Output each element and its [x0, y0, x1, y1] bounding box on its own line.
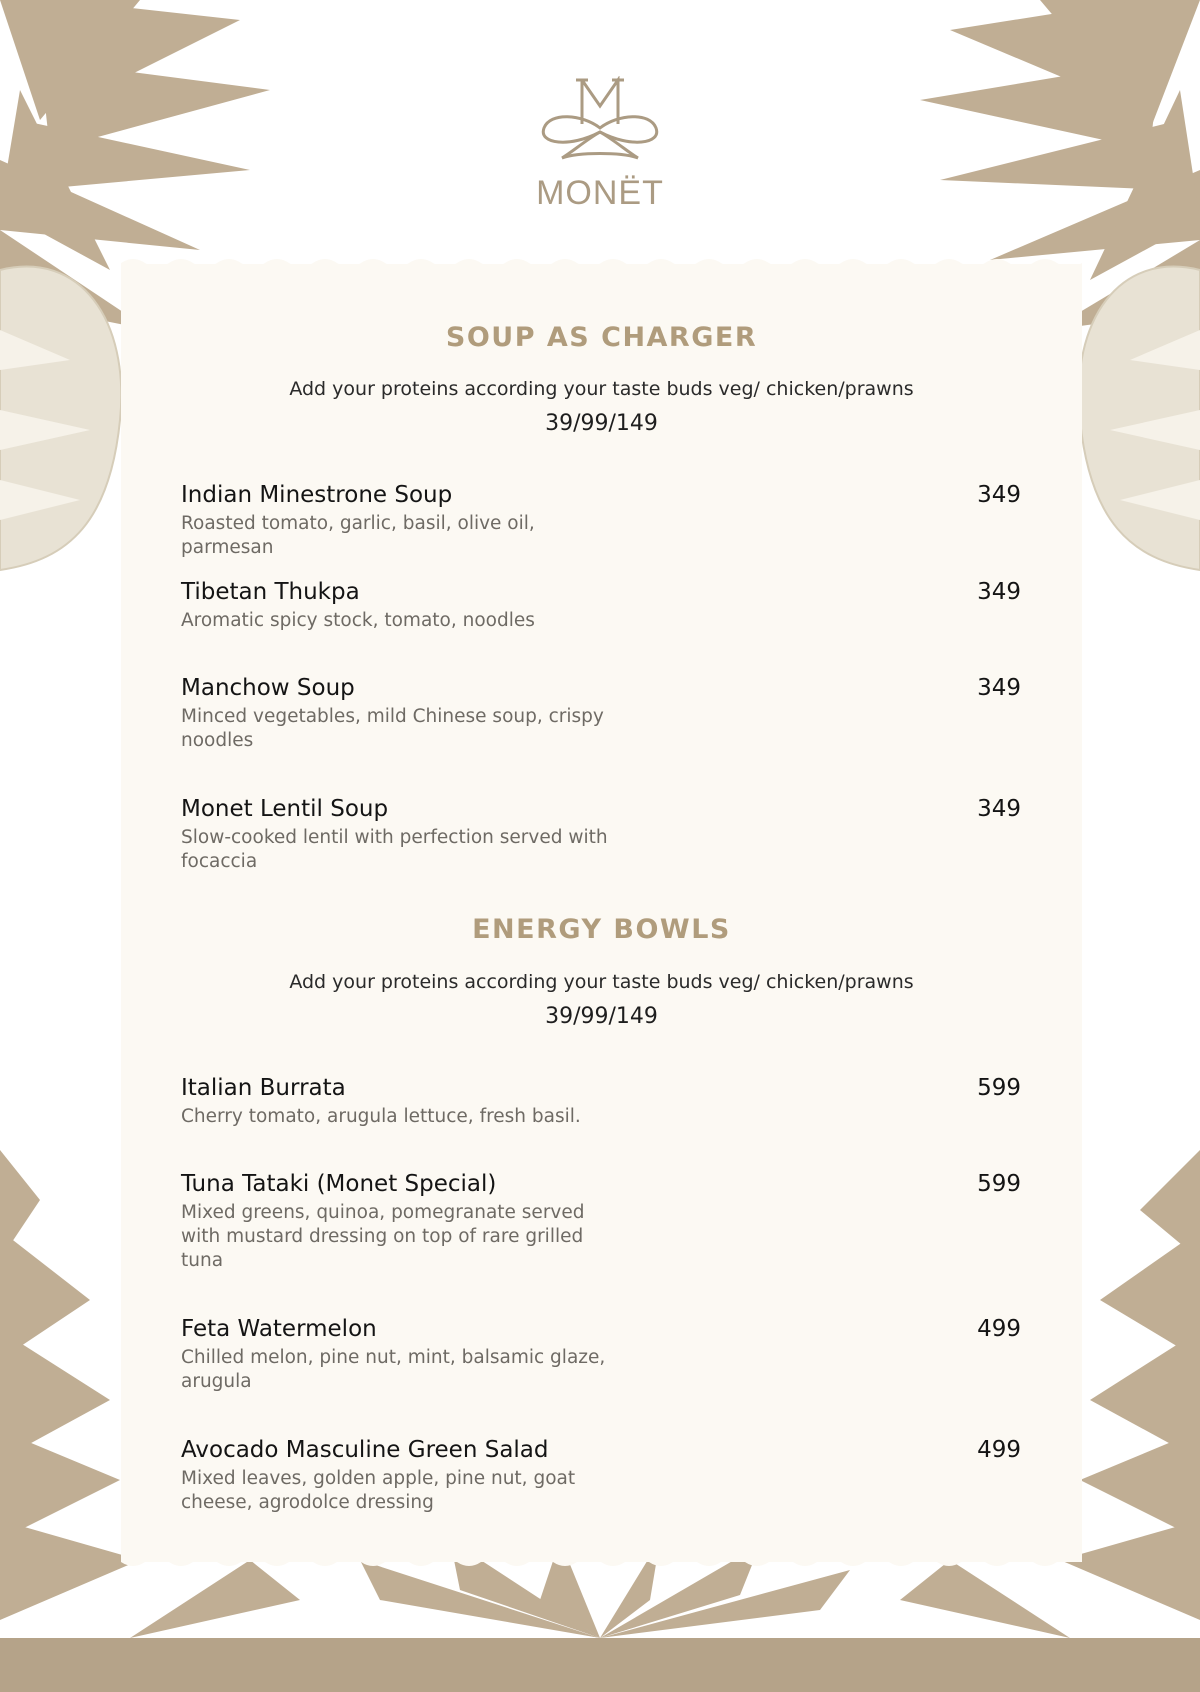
- item-price: 499: [977, 1316, 1021, 1342]
- footer-band: [0, 1638, 1200, 1692]
- item-description: Cherry tomato, arugula lettuce, fresh basil.: [181, 1106, 581, 1127]
- item-name: Tuna Tataki (Monet Special): [181, 1171, 497, 1197]
- monogram-m-icon: [532, 76, 668, 172]
- item-price: 349: [977, 482, 1021, 508]
- menu-item: [181, 577, 1021, 633]
- panel-wavy-edge-top: [121, 255, 1082, 269]
- menu-item: [181, 1435, 1021, 1515]
- section-note-soup: Add your proteins according your taste buds veg/ chicken/prawns: [289, 378, 914, 400]
- menu-item: [181, 673, 1021, 753]
- item-description: Mixed greens, quinoa, pomegranate served with mustard dressing on top of rare grilled tuna: [181, 1202, 585, 1271]
- item-name: Manchow Soup: [181, 675, 355, 701]
- item-description: Slow-cooked lentil with perfection served with focaccia: [181, 827, 608, 872]
- section-protein-prices-energy-bowls: 39/99/149: [545, 1004, 658, 1029]
- item-description: Minced vegetables, mild Chinese soup, crispy noodles: [181, 706, 604, 751]
- menu-item: [181, 480, 1021, 560]
- item-name: Monet Lentil Soup: [181, 796, 389, 822]
- item-description: Roasted tomato, garlic, basil, olive oil, parmesan: [181, 513, 535, 558]
- item-name: Avocado Masculine Green Salad: [181, 1437, 549, 1463]
- menu-item: [181, 794, 1021, 874]
- item-price: 349: [977, 579, 1021, 605]
- menu-item: [181, 1169, 1021, 1273]
- item-price: 349: [977, 675, 1021, 701]
- brand-logo: [520, 76, 680, 216]
- section-title-energy-bowls: ENERGY BOWLS: [472, 914, 731, 945]
- item-price: 599: [977, 1171, 1021, 1197]
- item-price: 349: [977, 796, 1021, 822]
- section-note-energy-bowls: Add your proteins according your taste buds veg/ chicken/prawns: [289, 971, 914, 993]
- menu-item: [181, 1073, 1021, 1129]
- item-description: Aromatic spicy stock, tomato, noodles: [181, 610, 535, 631]
- panel-wavy-edge-bottom: [121, 1556, 1082, 1570]
- item-name: Indian Minestrone Soup: [181, 482, 453, 508]
- item-description: Chilled melon, pine nut, mint, balsamic glaze, arugula: [181, 1347, 606, 1392]
- section-protein-prices-soup: 39/99/149: [545, 411, 658, 436]
- brand-name: MONËT: [536, 174, 664, 212]
- item-name: Tibetan Thukpa: [181, 579, 360, 605]
- section-title-soup: SOUP AS CHARGER: [445, 322, 758, 353]
- item-price: 499: [977, 1437, 1021, 1463]
- item-name: Italian Burrata: [181, 1075, 346, 1101]
- item-description: Mixed leaves, golden apple, pine nut, goat cheese, agrodolce dressing: [181, 1468, 576, 1513]
- item-name: Feta Watermelon: [181, 1316, 377, 1342]
- item-price: 599: [977, 1075, 1021, 1101]
- menu-item: [181, 1314, 1021, 1394]
